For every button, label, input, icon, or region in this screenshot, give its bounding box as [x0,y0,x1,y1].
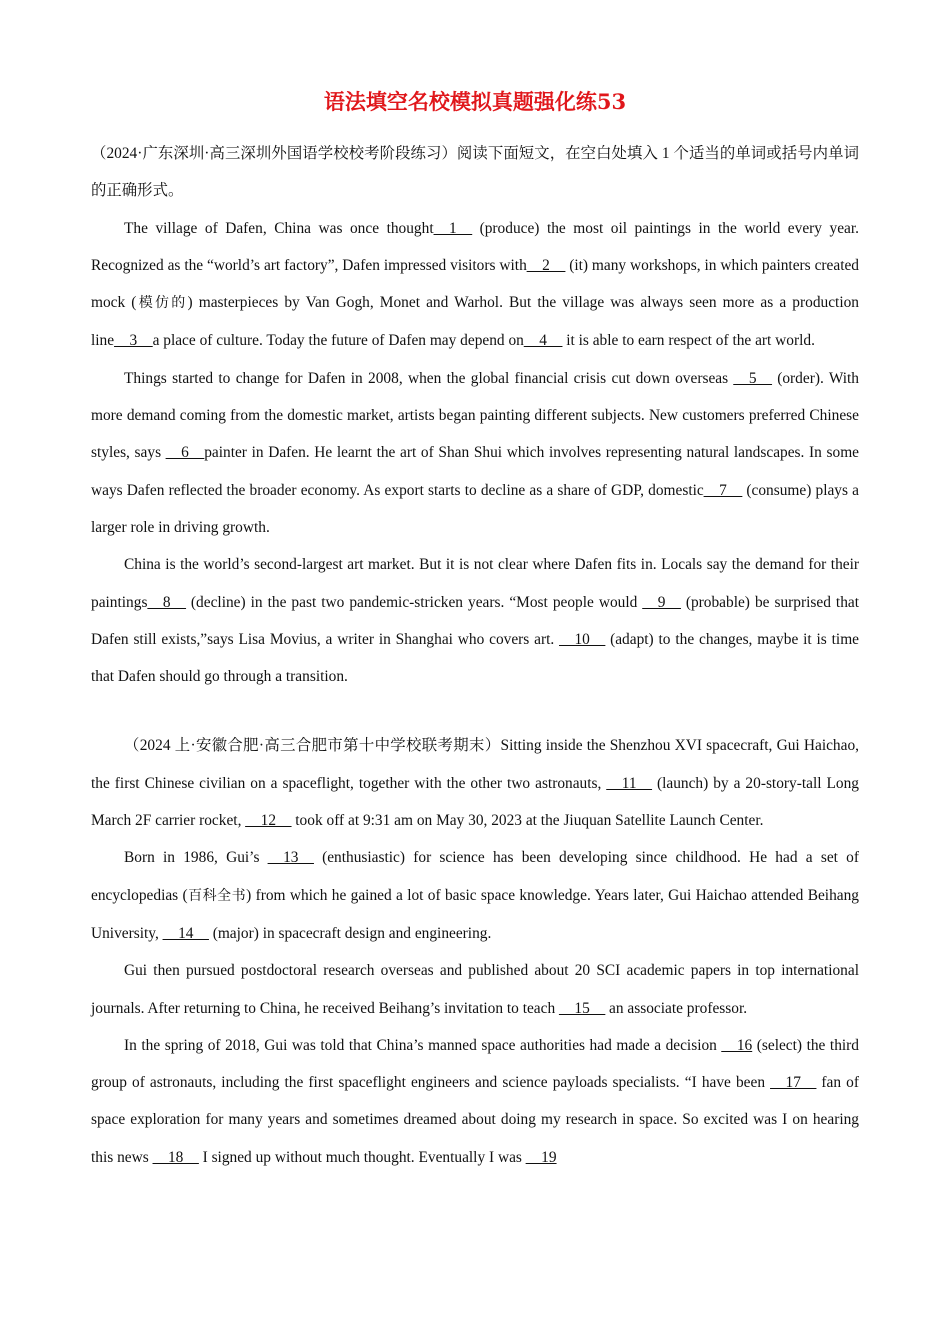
blank-1: __1__ [433,219,473,237]
blank-13: __13__ [267,849,314,867]
text: ) masterpieces by Van Gogh, Monet and Warhol. But the village was always seen more as a production line [91,294,859,350]
text: (it) many workshops, in which painters created mock ( [91,256,860,312]
passage1-paragraph1 [91,210,859,360]
blank-11: __11__ [606,774,652,792]
text: Sitting inside the Shenzhou XVI spacecraft, Gui Haichao, the first Chinese civilian on a spaceflight, together with the other two astronauts, [91,737,860,792]
text: (enthusiastic) for science has been developing since childhood. He had a set of encyclopedias ( [91,849,859,904]
blank-8: __8__ [147,593,186,611]
page-title: 语法填空名校模拟真题强化练53 [323,89,627,114]
text: China is the world’s second-largest art market. But it is not clear where Dafen fits in. Locals say the demand for their paintings [91,556,859,611]
passage2-paragraph3 [91,952,859,1027]
passage1-paragraph2 [91,360,859,546]
text: ) from which he gained a lot of basic space knowledge. Years later, Gui Haichao attended Beihang University, [91,886,859,942]
blank-4: __4__ [523,332,563,350]
text: took off at 9:31 am on May 30, 2023 at the Jiuquan Satellite Launch Center. [291,812,764,830]
text: Things started to change for Dafen in 2008, when the global financial crisis cut down overseas [124,369,734,387]
passage2-source: （2024 上·安徽合肥·高三合肥市第十中学校联考期末） [124,737,501,755]
text: Born in 1986, Gui’s [124,849,268,867]
blank-9: __9__ [642,593,681,611]
text: In the spring of 2018, Gui was told that China’s manned space authorities had made a decision [124,1036,722,1054]
text: (adapt) to the changes, maybe it is time that Dafen should go through a transition. [91,630,859,686]
blank-16: __16 [721,1036,753,1054]
text: painter in Dafen. He learnt the art of Shan Shui which involves representing natural landscapes. In some ways Dafen reflected the broader economy. As export starts to decline as a share of GDP, domestic [91,444,859,499]
blank-5: __5__ [733,369,772,387]
text: (produce) the most oil paintings in the world every year. Recognized as the “world’s art factory”, Dafen impressed visitors with [91,219,859,274]
passage1-paragraph3 [91,546,859,695]
chinese-gloss: 百科全书 [187,887,247,904]
passage2-paragraph1 [91,727,859,839]
blank-6: __6__ [165,444,205,462]
text: The village of Dafen, China was once thought [124,219,434,237]
blank-7: __7__ [703,481,743,499]
text: (probable) be surprised that Dafen still exists,”says Lisa Movius, a writer in Shanghai who covers art. [91,593,859,648]
blank-10: __10__ [559,630,606,648]
chinese-gloss: 模仿的 [136,295,188,312]
text: fan of space exploration for many years and sometimes dreamed about doing my research in space. So excited was I on hearing this news [91,1074,859,1166]
text: (consume) plays a larger role in driving growth. [91,481,859,536]
text: an associate professor. [605,999,748,1017]
text: Gui then pursued postdoctoral research overseas and published about 20 SCI academic papers in top international journals. After returning to China, he received Beihang’s invitation to teach [91,962,859,1017]
blank-18: __18__ [152,1148,199,1166]
blank-2: __2__ [526,256,566,274]
passage2-paragraph2 [91,839,859,952]
text: (select) the third group of astronauts, including the first spaceflight engineers and science payloads specialists. “I have been [91,1036,859,1092]
text: (launch) by a 20-story-tall Long March 2F carrier rocket, [91,774,859,830]
text: I signed up without much thought. Eventually I was [198,1148,526,1166]
blank-15: __15__ [559,999,606,1017]
blank-12: __12__ [245,812,292,830]
section-divider-space [91,695,859,727]
text: (order). With more demand coming from the domestic market, artists began painting different subjects. New customers preferred Chinese styles, says [91,369,859,462]
text: (major) in spacecraft design and engineering. [208,924,492,942]
passage1-instructions: （2024·广东深圳·高三深圳外国语学校校考阶段练习）阅读下面短文，在空白处填入 1 个适当的单词或括号内单词的正确形式。 [91,145,859,200]
blank-19: __19 [525,1148,557,1166]
document-page [91,86,859,1176]
text: it is able to earn respect of the art world. [562,332,815,350]
text: (decline) in the past two pandemic-stricken years. “Most people would [185,593,643,611]
blank-3: __3__ [114,332,153,350]
passage2-paragraph4 [91,1027,859,1176]
text: a place of culture. Today the future of Dafen may depend on [152,332,524,350]
blank-14: __14__ [162,924,209,942]
blank-17: __17__ [770,1074,817,1092]
